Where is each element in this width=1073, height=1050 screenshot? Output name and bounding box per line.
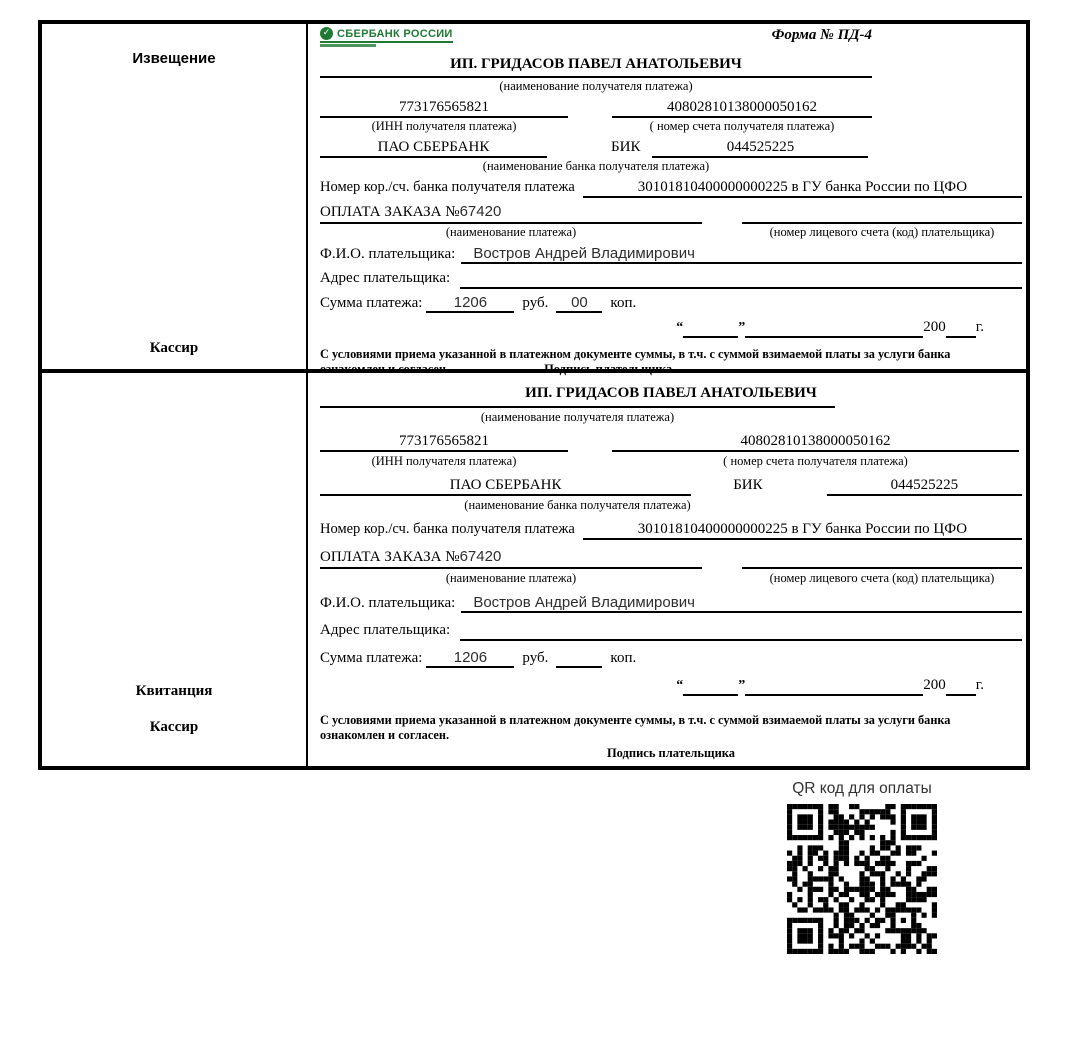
cashier-label: Кассир: [149, 340, 199, 356]
account-caption: ( номер счета получателя платежа): [649, 119, 835, 133]
inn-value: 773176565821: [320, 433, 568, 452]
payer-row: [320, 594, 1022, 613]
pd4-document: [38, 20, 1030, 770]
inn-account-values: [320, 99, 1022, 118]
bank-caption: (наименование банка получателя платежа): [482, 159, 710, 173]
recipient-caption: (наименование получателя платежа): [480, 410, 675, 424]
receipt-left-column: [42, 373, 308, 766]
sberbank-ball-icon: ✓: [320, 27, 333, 40]
amount-row: [320, 294, 1022, 313]
bank-name-value: ПАО СБЕРБАНК: [320, 477, 691, 496]
notice-section: [42, 24, 1026, 377]
recipient-name-line: [320, 406, 835, 408]
personal-account-cell: [742, 567, 1022, 569]
date-month-line: [745, 318, 923, 338]
bik-label: БИК: [611, 139, 641, 155]
agreement-line2-row: [320, 728, 1022, 743]
sberbank-logo: [320, 27, 453, 47]
order-prefix: ОПЛАТА ЗАКАЗА №: [320, 549, 460, 565]
personal-account-caption: (номер лицевого счета (код) плательщика): [769, 225, 995, 239]
agreement-line1: С условиями приема указанной в платежном документе суммы, в т.ч. с суммой взимаемой платы за услуги банка: [320, 713, 951, 727]
rub-label: руб.: [522, 295, 549, 311]
inn-value: 773176565821: [320, 99, 568, 118]
notice-form-area: [308, 24, 1026, 377]
amount-kop-value: [556, 649, 602, 668]
payer-name-value: Востров Андрей Владимирович: [461, 594, 1022, 613]
date-row: [320, 676, 984, 696]
date-row: [320, 318, 984, 338]
order-prefix: ОПЛАТА ЗАКАЗА №: [320, 204, 460, 220]
receipt-label: Квитанция: [135, 683, 213, 699]
receipt-form-area: [308, 373, 1026, 766]
bik-value: 044525225: [652, 139, 868, 158]
recipient-caption: (наименование получателя платежа): [499, 79, 693, 93]
payment-captions: [320, 571, 1022, 586]
amount-row: [320, 649, 1022, 668]
inn-account-captions: [320, 454, 1022, 469]
sberbank-logo-top: [320, 27, 453, 43]
notice-left-column: [42, 24, 308, 369]
quote-close: ”: [738, 320, 746, 335]
year-prefix: 200: [923, 677, 946, 693]
inn-account-values: [320, 433, 1022, 452]
year-suffix: г.: [975, 677, 984, 693]
account-caption: ( номер счета получателя платежа): [723, 454, 908, 468]
personal-account-cell: [742, 222, 1022, 224]
sberbank-logo-text: СБЕРБАНК РОССИИ: [337, 27, 453, 40]
inn-account-captions: [320, 119, 1022, 134]
amount-label: Сумма платежа:: [320, 650, 423, 666]
payment-name-row: [320, 203, 1022, 224]
year-line: [946, 676, 976, 696]
header-row: [320, 27, 1022, 54]
cashier-label: Кассир: [149, 719, 199, 735]
rub-label: руб.: [522, 650, 549, 666]
corr-account-value: 30101810400000000225 в ГУ банка России по ЦФО: [583, 521, 1022, 540]
bank-bik-row: [320, 477, 1022, 496]
address-label: Адрес плательщика:: [320, 622, 451, 638]
quote-open: “: [676, 678, 684, 693]
address-row: [320, 269, 1022, 289]
date-month-line: [745, 676, 923, 696]
corr-account-label: Номер кор./сч. банка получателя платежа: [320, 179, 575, 195]
corr-account-label: Номер кор./сч. банка получателя платежа: [320, 521, 575, 537]
payment-caption: (наименование платежа): [445, 225, 577, 239]
address-value: [460, 621, 1022, 641]
recipient-name: ИП. ГРИДАСОВ ПАВЕЛ АНАТОЛЬЕВИЧ: [320, 56, 872, 78]
qr-block: [781, 780, 943, 954]
inn-caption: (ИНН получателя платежа): [371, 454, 517, 468]
signature-label: Подпись плательщика: [606, 746, 736, 761]
corr-account-row: [320, 521, 1022, 540]
amount-label: Сумма платежа:: [320, 295, 423, 311]
bik-label: БИК: [733, 477, 763, 493]
payment-name-cell: [320, 203, 702, 224]
account-value: 40802810138000050162: [612, 99, 872, 118]
account-value: 40802810138000050162: [612, 433, 1019, 452]
date-day-line: [683, 676, 738, 696]
bank-caption: (наименование банка получателя платежа): [464, 498, 691, 512]
notice-label: Извещение: [132, 50, 216, 67]
order-number-value: 67420: [459, 548, 502, 565]
corr-account-row: [320, 179, 1022, 198]
agreement-line2: ознакомлен и согласен.: [320, 728, 450, 743]
agreement-line2: ознакомлен и согласен.: [320, 362, 450, 377]
quote-close: ”: [738, 678, 746, 693]
payer-label: Ф.И.О. плательщика:: [320, 246, 456, 262]
bik-value: 044525225: [827, 477, 1022, 496]
payment-captions: [320, 225, 1022, 240]
date-day-line: [683, 318, 738, 338]
address-value: [460, 269, 1022, 289]
kop-label: коп.: [610, 295, 637, 311]
signature-label: Подпись плательщика: [544, 362, 673, 377]
kop-label: коп.: [610, 650, 637, 666]
inn-caption: (ИНН получателя платежа): [371, 119, 517, 133]
amount-rub-value: 1206: [426, 649, 514, 668]
bank-bik-row: [320, 139, 1022, 158]
year-suffix: г.: [975, 319, 984, 335]
agreement-line1: С условиями приема указанной в платежном документе суммы, в т.ч. с суммой взимаемой платы за услуги банка: [320, 347, 951, 361]
payer-row: [320, 245, 1022, 264]
amount-kop-value: 00: [556, 294, 602, 313]
form-number-label: Форма № ПД-4: [771, 27, 872, 43]
year-prefix: 200: [923, 319, 946, 335]
order-number-value: 67420: [459, 203, 502, 220]
bank-name-value: ПАО СБЕРБАНК: [320, 139, 547, 158]
quote-open: “: [676, 320, 684, 335]
payment-name-row: [320, 548, 1022, 569]
qr-code: [787, 804, 937, 954]
recipient-name: ИП. ГРИДАСОВ ПАВЕЛ АНАТОЛЬЕВИЧ: [525, 385, 817, 401]
payer-label: Ф.И.О. плательщика:: [320, 595, 456, 611]
receipt-section: [42, 373, 1026, 766]
year-line: [946, 318, 976, 338]
corr-account-value: 30101810400000000225 в ГУ банка России по ЦФО: [583, 179, 1022, 198]
payment-caption: (наименование платежа): [445, 571, 577, 585]
personal-account-caption: (номер лицевого счета (код) плательщика): [769, 571, 995, 585]
payer-name-value: Востров Андрей Владимирович: [461, 245, 1022, 264]
payment-name-cell: [320, 548, 702, 569]
qr-label: QR код для оплаты: [792, 780, 932, 797]
address-label: Адрес плательщика:: [320, 270, 451, 286]
amount-rub-value: 1206: [426, 294, 514, 313]
sberbank-tagline: [320, 44, 376, 47]
address-row: [320, 621, 1022, 641]
